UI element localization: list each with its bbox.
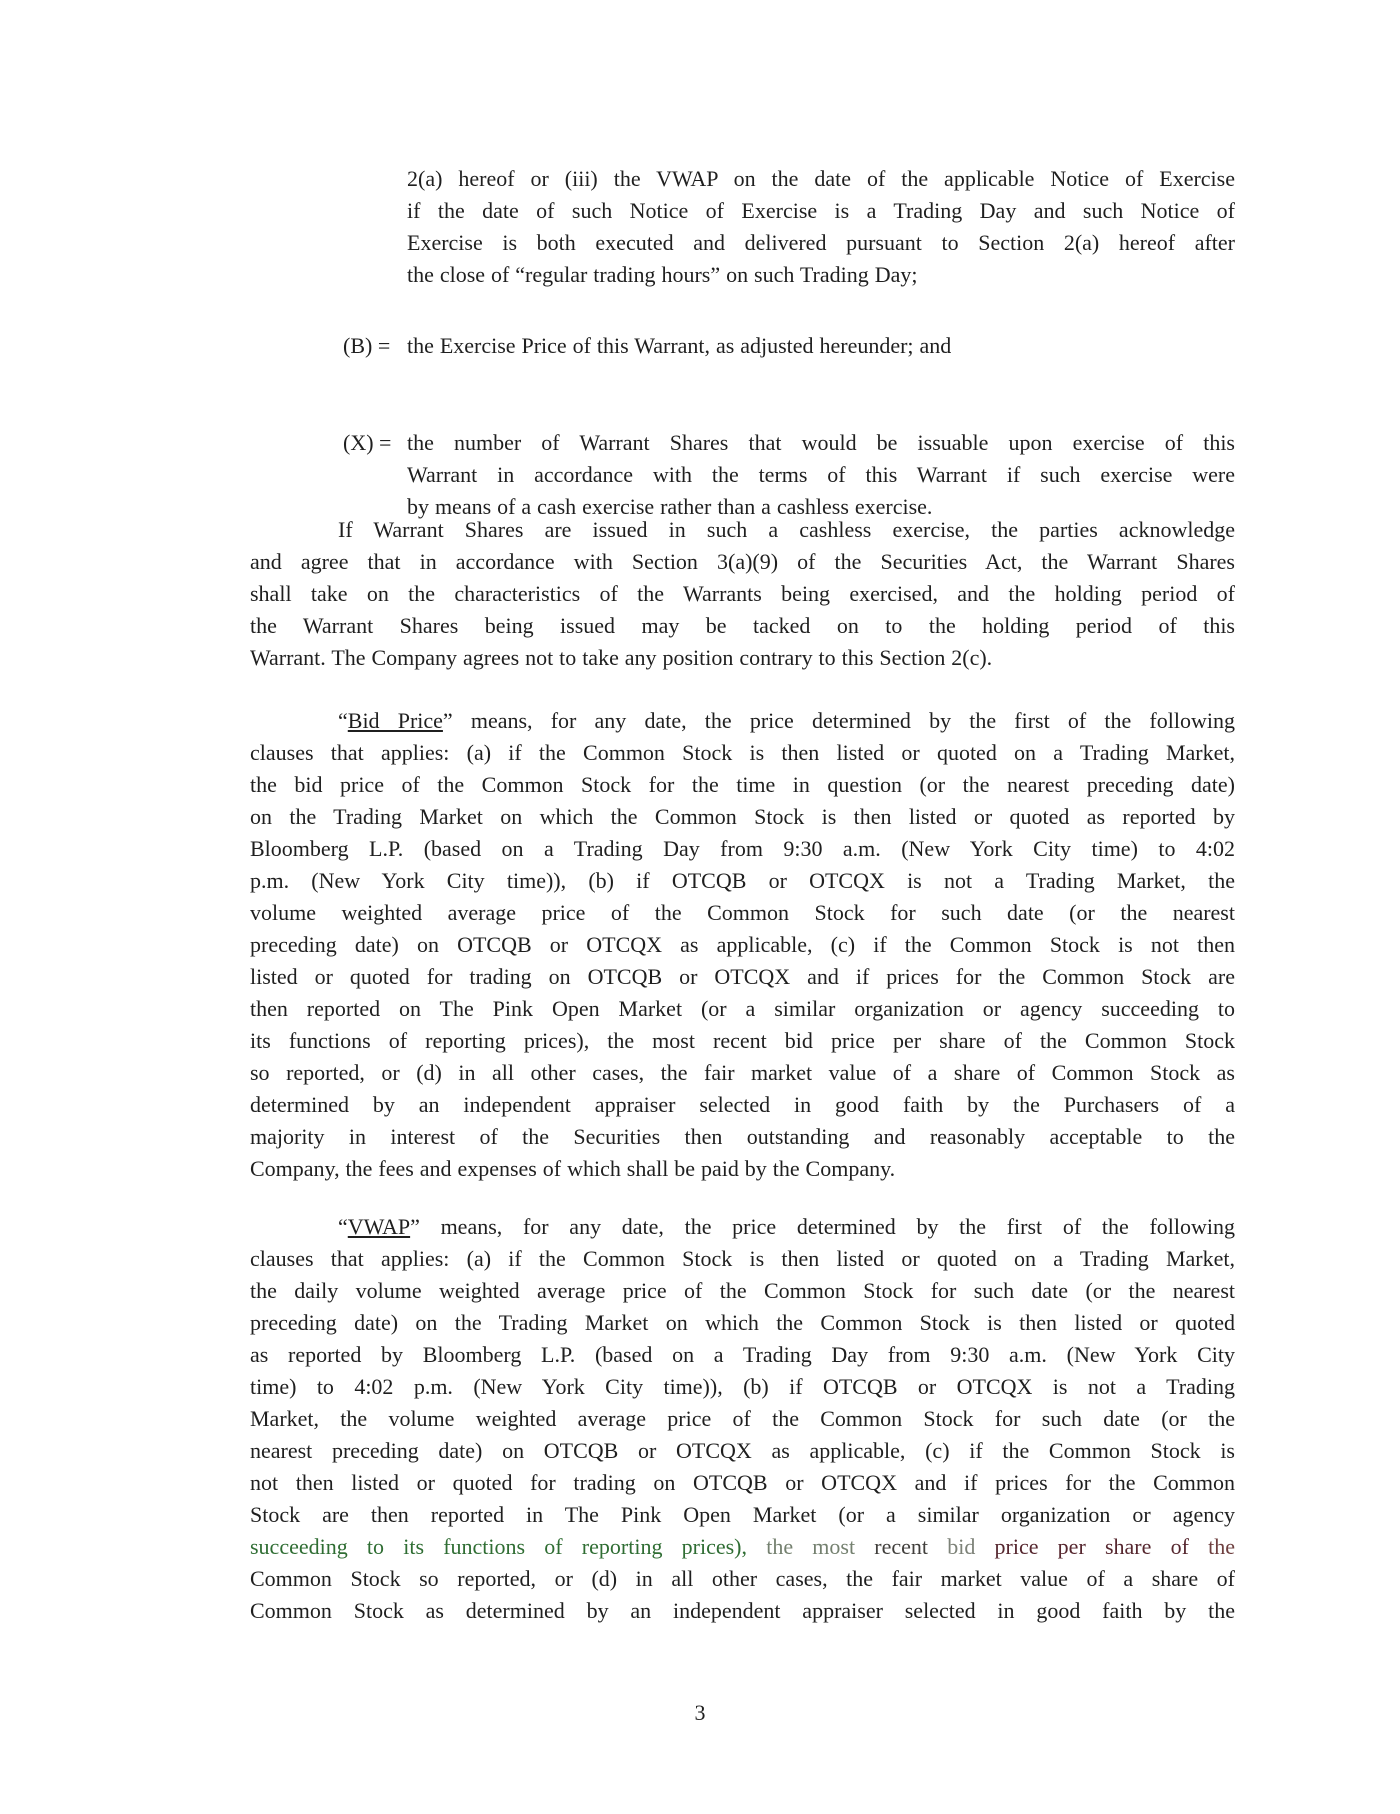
text-line: then reported on The Pink Open Market (or a similar organization or agency succeeding to	[250, 996, 1235, 1021]
text-line: preceding date) on OTCQB or OTCQX as applicable, (c) if the Common Stock is not then	[250, 932, 1235, 957]
text-run: succeeding to its functions of reporting prices),	[250, 1534, 767, 1559]
text-line: p.m. (New York City time)), (b) if OTCQB or OTCQX is not a Trading Market, the	[250, 868, 1235, 893]
clause-continuation-block	[250, 163, 1235, 291]
text-line: by means of a cash exercise rather than a cashless exercise.	[407, 494, 933, 519]
text-line	[250, 705, 1235, 737]
text-line: clauses that applies: (a) if the Common Stock is then listed or quoted on a Trading Market,	[250, 740, 1235, 765]
vwap-definition-paragraph	[250, 1211, 1235, 1627]
text-line: the bid price of the Common Stock for the time in question (or the nearest preceding date)	[250, 772, 1235, 797]
page-number: 3	[694, 1700, 706, 1725]
text-line: the Warrant Shares being issued may be tacked on to the holding period of this	[250, 613, 1235, 638]
text-run: price per share of	[994, 1534, 1209, 1559]
text-line: Common Stock as determined by an independent appraiser selected in good faith by the	[250, 1598, 1235, 1623]
text-line: listed or quoted for trading on OTCQB or OTCQX and if prices for the Common Stock are	[250, 964, 1235, 989]
cashless-exercise-paragraph	[250, 514, 1235, 674]
text-run: recent	[874, 1534, 948, 1559]
text-line: so reported, or (d) in all other cases, the fair market value of a share of Common Stock as	[250, 1060, 1235, 1085]
definition-b-label: (B) =	[343, 333, 391, 358]
text-line: 2(a) hereof or (iii) the VWAP on the date of the applicable Notice of Exercise	[407, 166, 1235, 191]
definition-x-label: (X) =	[343, 430, 392, 455]
text-line: preceding date) on the Trading Market on which the Common Stock is then listed or quoted	[250, 1310, 1235, 1335]
text-line: Exercise is both executed and delivered pursuant to Section 2(a) hereof after	[407, 230, 1235, 255]
text-line: majority in interest of the Securities then outstanding and reasonably acceptable to the	[250, 1124, 1235, 1149]
text-line: the number of Warrant Shares that would be issuable upon exercise of this	[407, 430, 1235, 455]
text-line: Warrant in accordance with the terms of this Warrant if such exercise were	[407, 462, 1235, 487]
definition-x	[250, 427, 1235, 523]
text-line: the Exercise Price of this Warrant, as adjusted hereunder; and	[407, 333, 952, 358]
definition-b	[250, 330, 1235, 362]
text-line: Stock are then reported in The Pink Open Market (or a similar organization or agency	[250, 1502, 1235, 1527]
text-line: If Warrant Shares are issued in such a cashless exercise, the parties acknowledge	[338, 517, 1235, 542]
open-quote: “	[338, 1214, 348, 1239]
text-line: as reported by Bloomberg L.P. (based on a Trading Day from 9:30 a.m. (New York City	[250, 1342, 1235, 1367]
scan-artifact-text-line	[250, 1531, 1235, 1563]
text-line: Bloomberg L.P. (based on a Trading Day from 9:30 a.m. (New York City time) to 4:02	[250, 836, 1235, 861]
text-line: its functions of reporting prices), the most recent bid price per share of the Common Stock	[250, 1028, 1235, 1053]
text-run: bid	[947, 1534, 995, 1559]
text-run: the most	[766, 1534, 875, 1559]
text-line: not then listed or quoted for trading on OTCQB or OTCQX and if prices for the Common	[250, 1470, 1235, 1495]
text-line: the close of “regular trading hours” on such Trading Day;	[407, 262, 918, 287]
open-quote: “	[338, 708, 348, 733]
text-line: Common Stock so reported, or (d) in all other cases, the fair market value of a share of	[250, 1566, 1235, 1591]
text-line: shall take on the characteristics of the Warrants being exercised, and the holding period of	[250, 581, 1235, 606]
text-line: nearest preceding date) on OTCQB or OTCQX as applicable, (c) if the Common Stock is	[250, 1438, 1235, 1463]
text-run: ” means, for any date, the price determined by the first of the following	[442, 708, 1235, 733]
text-line: on the Trading Market on which the Common Stock is then listed or quoted as reported by	[250, 804, 1235, 829]
text-line: Market, the volume weighted average price of the Common Stock for such date (or the	[250, 1406, 1235, 1431]
defined-term-vwap: VWAP	[347, 1214, 411, 1239]
text-line: if the date of such Notice of Exercise is a Trading Day and such Notice of	[407, 198, 1235, 223]
defined-term-bid-price: Bid Price	[347, 708, 443, 733]
document-body	[250, 0, 1235, 1623]
text-run: ” means, for any date, the price determined by the first of the following	[410, 1214, 1235, 1239]
text-line: clauses that applies: (a) if the Common Stock is then listed or quoted on a Trading Market,	[250, 1246, 1235, 1271]
text-line: Warrant. The Company agrees not to take any position contrary to this Section 2(c).	[250, 645, 993, 670]
bid-price-definition-paragraph	[250, 705, 1235, 1185]
text-line: and agree that in accordance with Section 3(a)(9) of the Securities Act, the Warrant Shares	[250, 549, 1235, 574]
text-line: determined by an independent appraiser selected in good faith by the Purchasers of a	[250, 1092, 1235, 1117]
text-line	[250, 1211, 1235, 1243]
text-line: volume weighted average price of the Common Stock for such date (or the nearest	[250, 900, 1235, 925]
text-run: the	[1208, 1534, 1235, 1559]
text-line: the daily volume weighted average price of the Common Stock for such date (or the nearest	[250, 1278, 1235, 1303]
text-line: time) to 4:02 p.m. (New York City time)), (b) if OTCQB or OTCQX is not a Trading	[250, 1374, 1235, 1399]
text-line: Company, the fees and expenses of which shall be paid by the Company.	[250, 1156, 896, 1181]
